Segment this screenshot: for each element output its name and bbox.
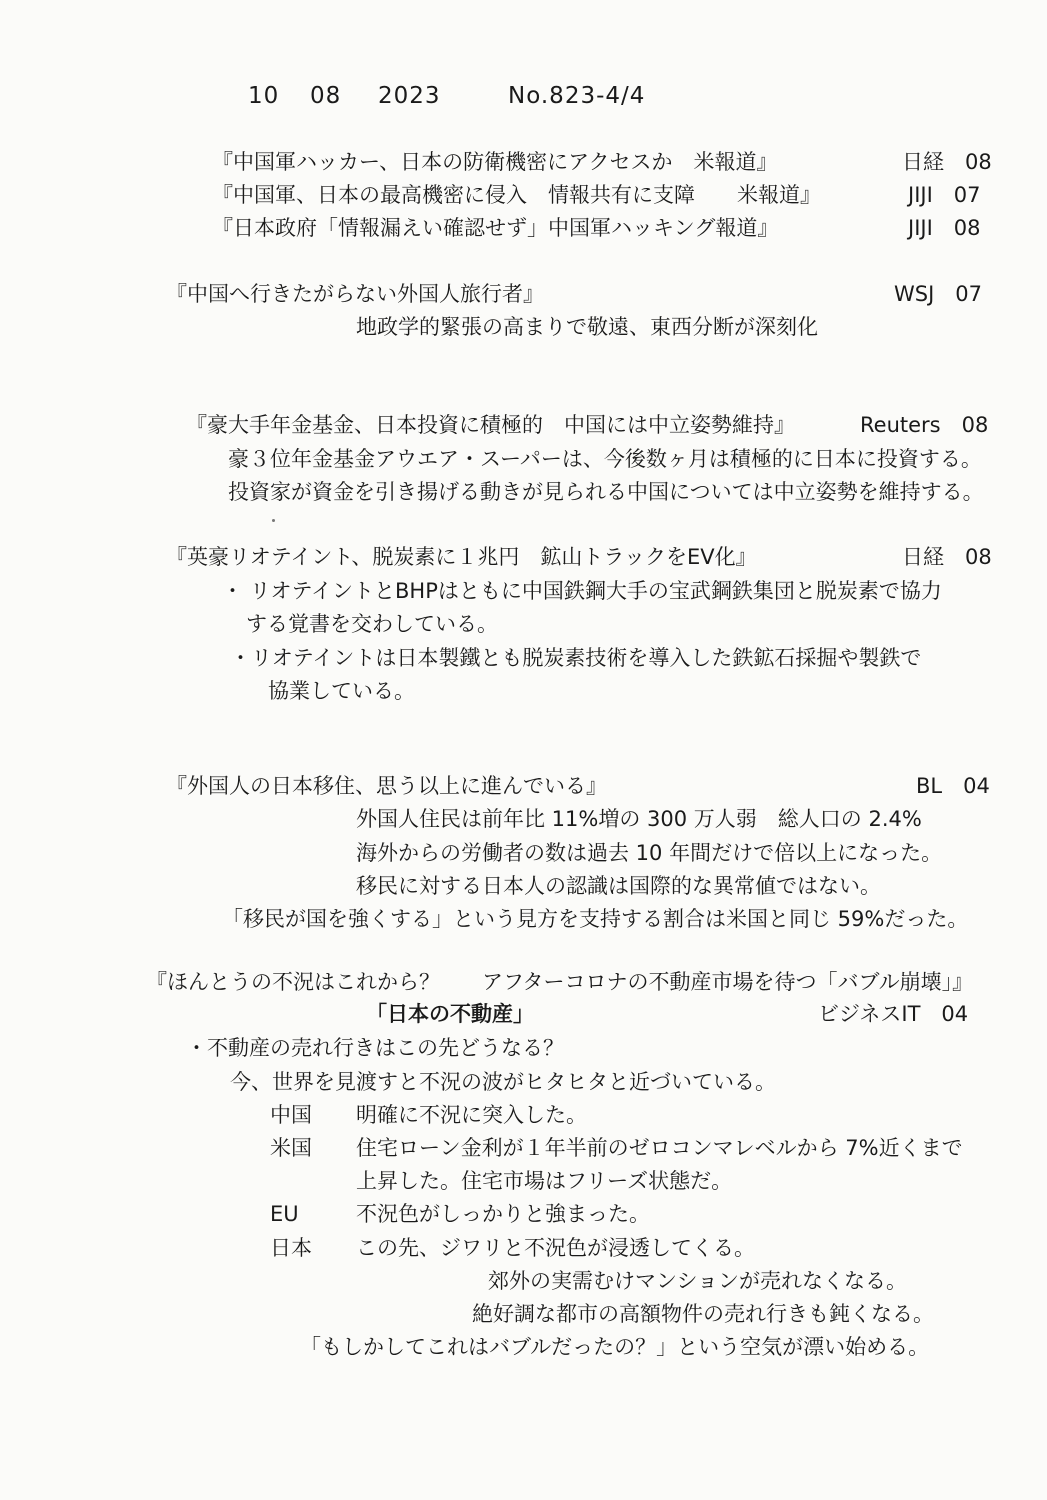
article-body-line: ・不動産の売れ行きはこの先どうなる？ xyxy=(186,1036,564,1060)
region-text: 上昇した。住宅市場はフリーズ状態だ。 xyxy=(356,1169,733,1193)
article-body-line: 投資家が資金を引き揚げる動きが見られる中国については中立姿勢を維持する。 xyxy=(228,480,984,504)
article-body-line: 移民に対する日本人の認識は国際的な異常値ではない。 xyxy=(356,874,881,898)
article-body-line: 地政学的緊張の高まりで敬遠、東西分断が深刻化 xyxy=(356,315,818,339)
date-month: 08 xyxy=(310,83,342,109)
article-title: 『中国へ行きたがらない外国人旅行者』 xyxy=(166,282,544,306)
article-body-line: 「もしかしてこれはバブルだったの？」という空気が漂い始める。 xyxy=(300,1335,930,1359)
article-title: 『中国軍、日本の最高機密に侵入 情報共有に支障 米報道』 xyxy=(212,183,821,207)
region-label: 米国 xyxy=(270,1136,312,1160)
article-source: WSJ 07 xyxy=(894,282,983,306)
article-subtitle: 「日本の不動産」 xyxy=(366,1002,534,1026)
article-body-line: 海外からの労働者の数は過去 10 年間だけで倍以上になった。 xyxy=(356,841,943,865)
article-title: 『外国人の日本移住、思う以上に進んでいる』 xyxy=(166,774,607,798)
article-body-line: する覚書を交わしている。 xyxy=(246,612,498,636)
issue-number: No.823-4/4 xyxy=(508,83,646,109)
region-text: 不況色がしっかりと強まった。 xyxy=(356,1202,650,1226)
region-label: 中国 xyxy=(270,1103,312,1127)
date-day: 10 xyxy=(248,83,280,109)
article-source: ビジネスIT 04 xyxy=(818,1002,969,1026)
article-title: 『中国軍ハッカー、日本の防衛機密にアクセスか 米報道』 xyxy=(212,150,778,174)
article-title: 『英豪リオテイント、脱炭素に１兆円 鉱山トラックをEV化』 xyxy=(166,545,757,569)
region-text: 住宅ローン金利が１年半前のゼロコンマレベルから 7%近くまで xyxy=(356,1136,963,1160)
article-body-line: ・リオテイントは日本製鐵とも脱炭素技術を導入した鉄鉱石採掘や製鉄で xyxy=(230,646,922,670)
article-body-line: 今、世界を見渡すと不況の波がヒタヒタと近づいている。 xyxy=(230,1070,776,1094)
article-source: 日経 08 xyxy=(902,150,992,174)
article-source: JIJI 08 xyxy=(908,216,981,240)
article-body-line: 豪３位年金基金アウエア・スーパーは、今後数ヶ月は積極的に日本に投資する。 xyxy=(228,447,982,471)
article-title: 『日本政府「情報漏えい確認せず」中国軍ハッキング報道』 xyxy=(212,216,779,240)
region-text: この先、ジワリと不況色が浸透してくる。 xyxy=(356,1236,755,1260)
article-source: 日経 08 xyxy=(902,545,992,569)
article-body-line: 協業している。 xyxy=(268,679,415,703)
article-source: BL 04 xyxy=(916,774,990,798)
article-title: 『ほんとうの不況はこれから？ アフターコロナの不動産市場を待つ「バブル崩壊」』 xyxy=(146,970,974,994)
region-label: 日本 xyxy=(270,1236,312,1260)
article-source: JIJI 07 xyxy=(908,183,981,207)
article-source: Reuters 08 xyxy=(860,413,989,437)
article-body-line: ・ リオテイントとBHPはともに中国鉄鋼大手の宝武鋼鉄集団と脱炭素で協力 xyxy=(222,579,942,603)
region-text: 明確に不況に突入した。 xyxy=(356,1103,587,1127)
date-year: 2023 xyxy=(378,83,441,109)
article-body-line: 「移民が国を強くする」という見方を支持する割合は米国と同じ 59%だった。 xyxy=(222,907,969,931)
article-body-line: 郊外の実需むけマンションが売れなくなる。 xyxy=(488,1269,908,1293)
article-body-line: 外国人住民は前年比 11%増の 300 万人弱 総人口の 2.4% xyxy=(356,807,922,831)
region-label: EU xyxy=(270,1202,299,1226)
article-title: 『豪大手年金基金、日本投資に積極的 中国には中立姿勢維持』 xyxy=(186,413,795,437)
article-body-line: 絶好調な都市の高額物件の売れ行きも鈍くなる。 xyxy=(472,1302,934,1326)
